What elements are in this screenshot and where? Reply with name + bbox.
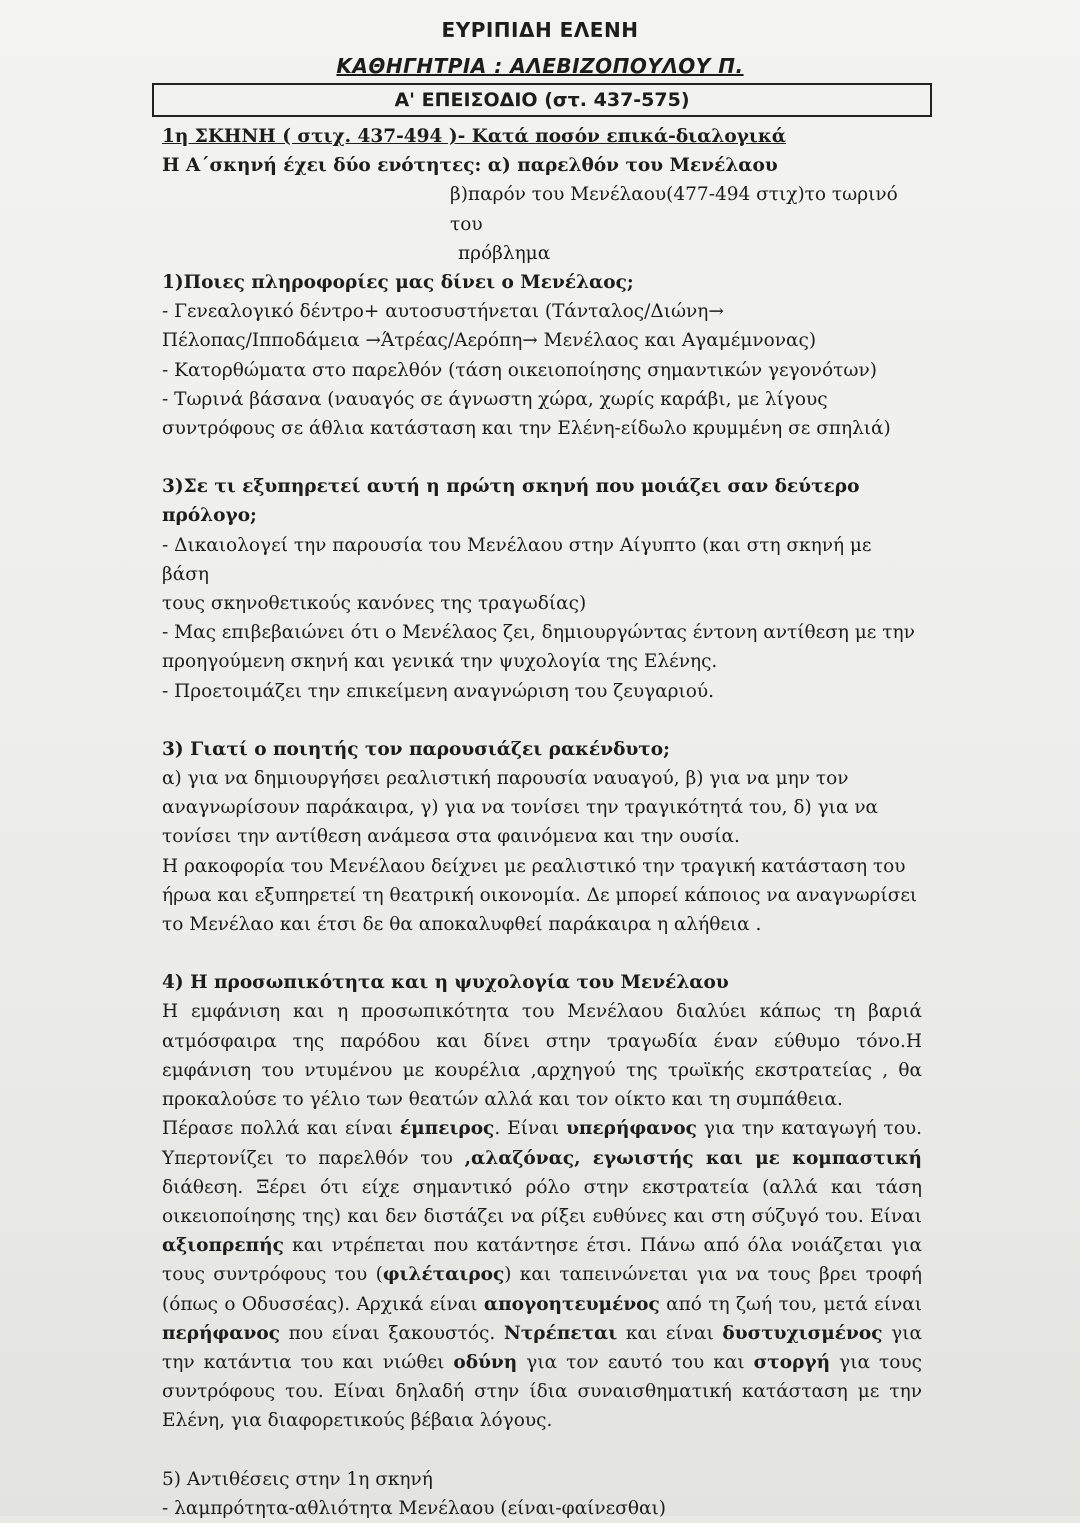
teacher-heading: ΚΑΘΗΓΗΤΡΙΑ : ΑΛΕΒΙΖΟΠΟΥΛΟΥ Π. — [336, 54, 744, 78]
text-run: για τον εαυτό του και — [517, 1351, 754, 1373]
scene-intro-b2: πρόβλημα — [458, 242, 551, 264]
bold-term: έμπειρος — [399, 1118, 495, 1140]
text-run: Πέρασε πολλά και είναι — [162, 1118, 400, 1140]
question-3a-line: - Μας επιβεβαιώνει ότι ο Μενέλαος ζει, δημιουργώντας έντονη αντίθεση με την — [162, 622, 915, 644]
question-3a-line: - Δικαιολογεί την παρουσία του Μενέλαου στην Αίγυπτο (και στη σκηνή με βάση — [162, 534, 872, 585]
question-1-line: - Κατορθώματα στο παρελθόν (τάση οικειοποίησης σημαντικών γεγονότων) — [162, 359, 877, 381]
question-3b-line: το Μενέλαο και έτσι δε θα αποκαλυφθεί παράκαιρα η αλήθεια . — [162, 914, 762, 936]
question-5-line: - λαμπρότητα-αθλιότητα Μενέλαου (είναι-φαίνεσθαι) — [162, 1497, 666, 1519]
episode-title-box: Α' ΕΠΕΙΣΟΔΙΟ (στ. 437-575) — [152, 83, 932, 117]
question-3b-line: Η ρακοφορία του Μενέλαου δείχνει με ρεαλιστικό την τραγική κατάσταση του — [162, 855, 906, 877]
question-1-line: συντρόφους σε άθλια κατάσταση και την Ελένη-είδωλο κρυμμένη σε σπηλιά) — [162, 418, 891, 440]
text-run: για την καταγωγή του. Υπερτονίζει το παρελθόν του — [162, 1118, 922, 1169]
author-heading: ΕΥΡΙΠΙΔΗ ΕΛΕΝΗ — [441, 18, 639, 42]
question-3a-line: τους σκηνοθετικούς κανόνες της τραγωδίας) — [162, 593, 587, 615]
question-3a-line: προηγούμενη σκηνή και γενικά την ψυχολογία της Ελένης. — [162, 651, 718, 673]
bold-term: αξιοπρεπής — [162, 1235, 284, 1257]
scene-title: 1η ΣΚΗΝΗ ( στιχ. 437-494 )- Κατά ποσόν επικά-διαλογικά — [162, 126, 786, 147]
scene-intro-b: β)παρόν του Μενέλαου(477-494 στιχ)το τωρινό του — [450, 184, 898, 235]
bold-term: φιλέταιρος — [382, 1264, 505, 1286]
scene-intro — [162, 151, 922, 180]
bold-term: στοργή — [753, 1351, 831, 1373]
text-run: διάθεση. Ξέρει ότι είχε σημαντικό ρόλο στην εκστρατεία (αλλά και τάση οικειοποίησης της) και δεν διστάζει να ρίξει ευθύνες και στη σύζυγό του. Είναι — [162, 1176, 922, 1227]
question-1-line: - Γενεαλογικό δέντρο+ αυτοσυστήνεται (Τάνταλος/Διώνη→ — [162, 301, 724, 323]
question-1-line: Πέλοπας/Ιπποδάμεια →Άτρέας/Αερόπη→ Μενέλαος και Αγαμέμνονας) — [162, 330, 817, 352]
text-run: ) και ταπεινώνεται για να τους βρει τροφή (όπως ο Οδυσσέας). Αρχικά είναι — [162, 1264, 923, 1315]
text-run: που είναι ξακουστός. — [279, 1322, 504, 1344]
question-3a-title: 3)Σε τι εξυπηρετεί αυτή η πρώτη σκηνή που μοιάζει σαν δεύτερο πρόλογο; — [162, 476, 860, 527]
text-run: για την κατάντια του και νιώθει — [162, 1322, 922, 1373]
bold-term: υπερήφανος — [566, 1118, 697, 1140]
text-run: . Είναι — [494, 1118, 567, 1140]
question-3b-line: α) για να δημιουργήσει ρεαλιστική παρουσία ναυαγού, β) για να μην τον — [162, 768, 849, 790]
question-1-title: 1)Ποιες πληροφορίες μας δίνει ο Μενέλαος; — [162, 272, 634, 294]
question-1-line: - Τωρινά βάσανα (ναυαγός σε άγνωστη χώρα, χωρίς καράβι, με λίγους — [162, 388, 828, 410]
bold-term: ,αλαζόνας, εγωιστής και με κομπαστική — [464, 1147, 922, 1169]
document-body — [162, 122, 922, 1523]
text-run: από τη ζωή του, μετά είναι — [659, 1293, 922, 1315]
question-4-title: 4) Η προσωπικότητα και η ψυχολογία του Μενέλαου — [162, 972, 729, 994]
bold-term: οδύνη — [453, 1351, 518, 1373]
question-4-paragraph-2 — [162, 1114, 922, 1435]
question-3b-line: τονίσει την αντίθεση ανάμεσα στα φαινόμενα και την ουσία. — [162, 826, 740, 848]
text-run: και ντρέπεται που κατάντησε έτσι. Πάνω από όλα νοιάζεται για τους συντρόφους του ( — [162, 1235, 922, 1286]
text-run: για τους συντρόφους του. Είναι δηλαδή στην ίδια συναισθηματική κατάσταση με την Ελένη, για διαφορετικούς βέβαια λόγους. — [162, 1351, 922, 1432]
bold-term: δυστυχισμένος — [722, 1322, 883, 1344]
question-3b-title: 3) Γιατί ο ποιητής τον παρουσιάζει ρακένδυτο; — [162, 738, 670, 760]
question-3a-line: - Προετοιμάζει την επικείμενη αναγνώριση του ζευγαριού. — [162, 680, 715, 702]
bold-term: περήφανος — [162, 1322, 280, 1344]
question-3b-line: ήρωα και εξυπηρετεί τη θεατρική οικονομία. Δε μπορεί κάποιος να αναγνωρίσει — [162, 884, 918, 906]
question-3b-line: αναγνωρίσουν παράκαιρα, γ) για να τονίσει την τραγικότητά του, δ) για να — [162, 797, 879, 819]
text-run: και είναι — [617, 1322, 723, 1344]
question-5-title: 5) Αντιθέσεις στην 1η σκηνή — [162, 1468, 433, 1490]
question-4-paragraph-1: Η εμφάνιση και η προσωπικότητα του Μενέλαου διαλύει κάπως τη βαριά ατμόσφαιρα της παρόδου και δίνει στην τραγωδία έναν εύθυμο τόνο.Η εμφάνιση του ντυμένου με κουρέλια ,αρχηγού της τρωϊκής εκστρατείας , θα προκαλούσε το γέλιο των θεατών αλλά και τον οίκτο και τη συμπάθεια. — [162, 1001, 922, 1111]
bold-term: Ντρέπεται — [503, 1322, 618, 1344]
bold-term: απογοητευμένος — [483, 1293, 660, 1315]
scene-intro-text: Η Α΄σκηνή έχει δύο ενότητες: α) παρελθόν του Μενέλαου — [162, 155, 778, 177]
